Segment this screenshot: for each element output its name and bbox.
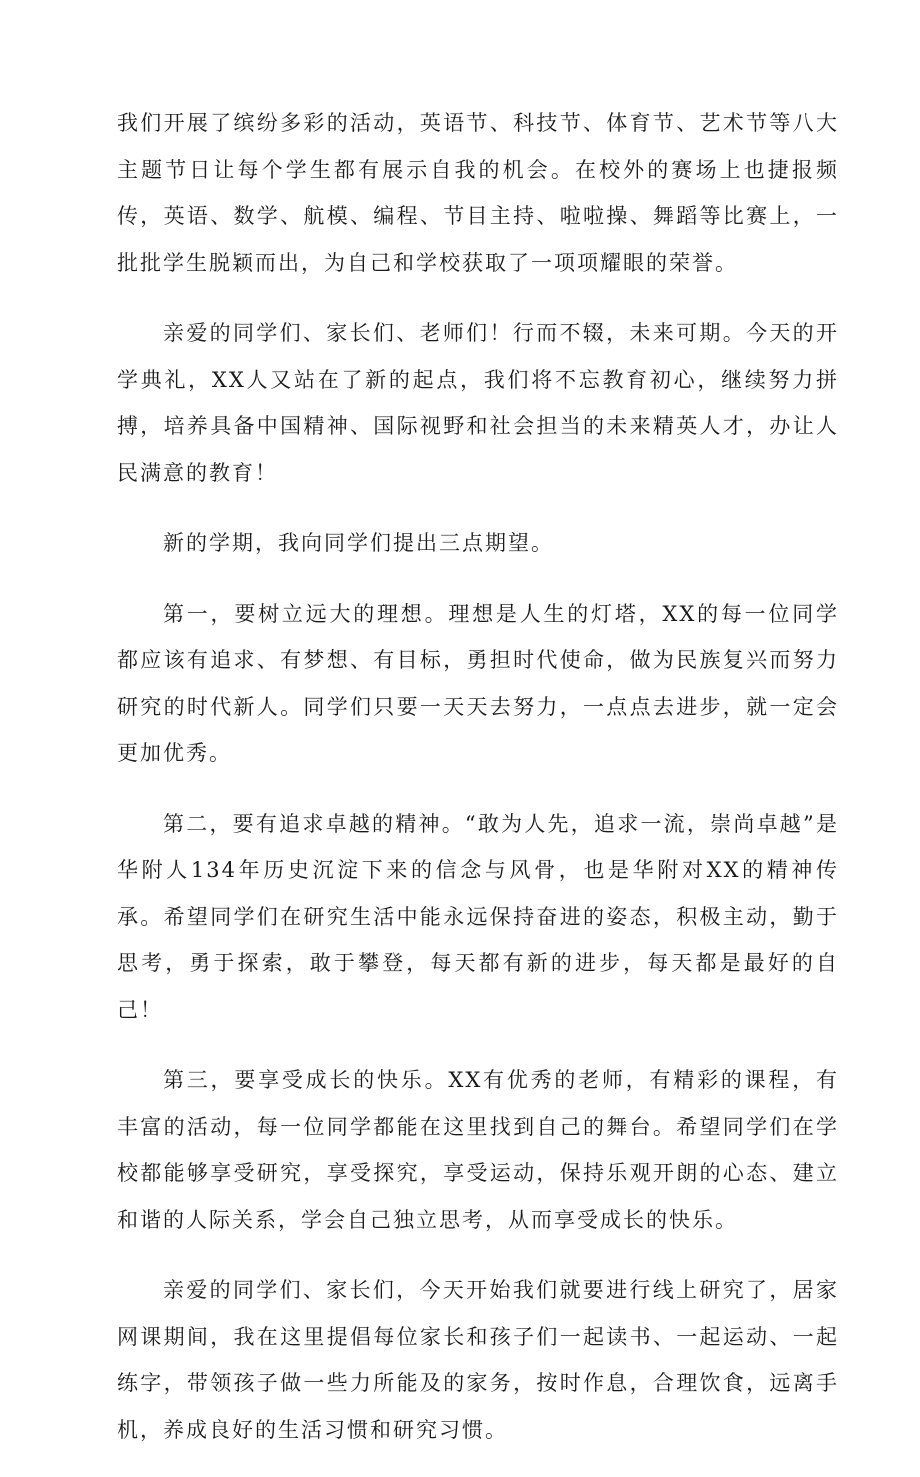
paragraph-expectation-first: 第一，要树立远大的理想。理想是人生的灯塔，XX的每一位同学都应该有追求、有梦想、有目标，勇担时代使命，做为民族复兴而努力研究的时代新人。同学们只要一天天去努力，一点点去进步，就一定会更加优秀。: [117, 601, 839, 765]
paragraph-activities: 我们开展了缤纷多彩的活动，英语节、科技节、体育节、艺术节等八大主题节日让每个学生都有展示自我的机会。在校外的赛场上也捷报频传，英语、数学、航模、编程、节目主持、啦啦操、舞蹈等比赛上，一批批学生脱颖而出，为自己和学校获取了一项项耀眼的荣誉。: [117, 111, 839, 275]
body-text: [117, 100, 839, 1477]
paragraph-expectations-intro: 新的学期，我向同学们提出三点期望。: [163, 531, 554, 555]
paragraph-expectation-third: 第三，要享受成长的快乐。XX有优秀的老师，有精彩的课程，有丰富的活动，每一位同学都能在这里找到自己的舞台。希望同学们在学校都能够享受研究，享受探究，享受运动，保持乐观开朗的心态、建立和谐的人际关系，学会自己独立思考，从而享受成长的快乐。: [117, 1068, 839, 1232]
paragraph-online-study: 亲爱的同学们、家长们，今天开始我们就要进行线上研究了，居家网课期间，我在这里提倡每位家长和孩子们一起读书、一起运动、一起练字，带领孩子做一些力所能及的家务，按时作息，合理饮食，远离手机，养成良好的生活习惯和研究习惯。: [117, 1278, 839, 1442]
paragraph-greeting: 亲爱的同学们、家长们、老师们！行而不辍，未来可期。今天的开学典礼，XX人又站在了新的起点，我们将不忘教育初心，继续努力拼搏，培养具备中国精神、国际视野和社会担当的未来精英人才，办让人民满意的教育！: [117, 321, 839, 485]
paragraph-expectation-second: 第二，要有追求卓越的精神。“敢为人先，追求一流，崇尚卓越”是华附人134年历史沉淀下来的信念与风骨，也是华附对XX的精神传承。希望同学们在研究生活中能永远保持奋进的姿态，积极主动，勤于思考，勇于探索，敢于攀登，每天都有新的进步，每天都是最好的自己！: [117, 811, 839, 1022]
